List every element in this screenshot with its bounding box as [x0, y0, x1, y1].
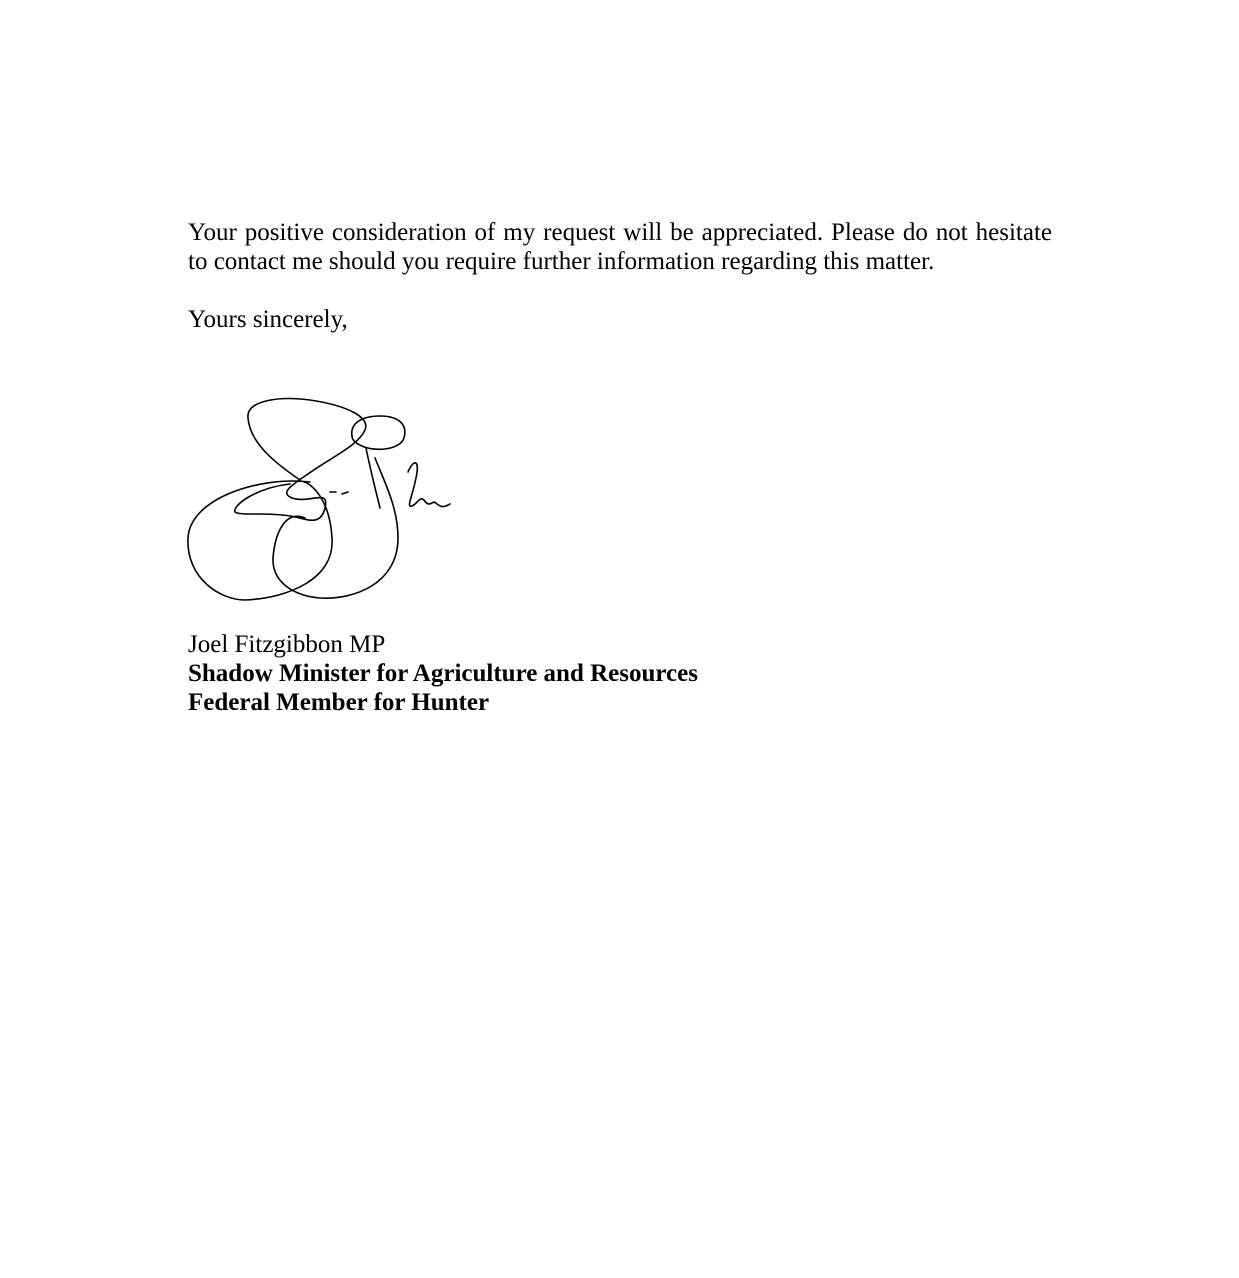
- signer-electorate: Federal Member for Hunter: [188, 689, 490, 716]
- signer-name: Joel Fitzgibbon MP: [188, 631, 386, 658]
- valediction: Yours sincerely,: [188, 306, 348, 333]
- handwritten-signature: [180, 388, 460, 608]
- closing-paragraph: Your positive consideration of my request will be appreciated. Please do not hesitate to contact me should you require further information regarding this matter.: [188, 219, 1052, 275]
- signer-title: Shadow Minister for Agriculture and Resources: [188, 660, 698, 687]
- signature-block: [188, 630, 698, 717]
